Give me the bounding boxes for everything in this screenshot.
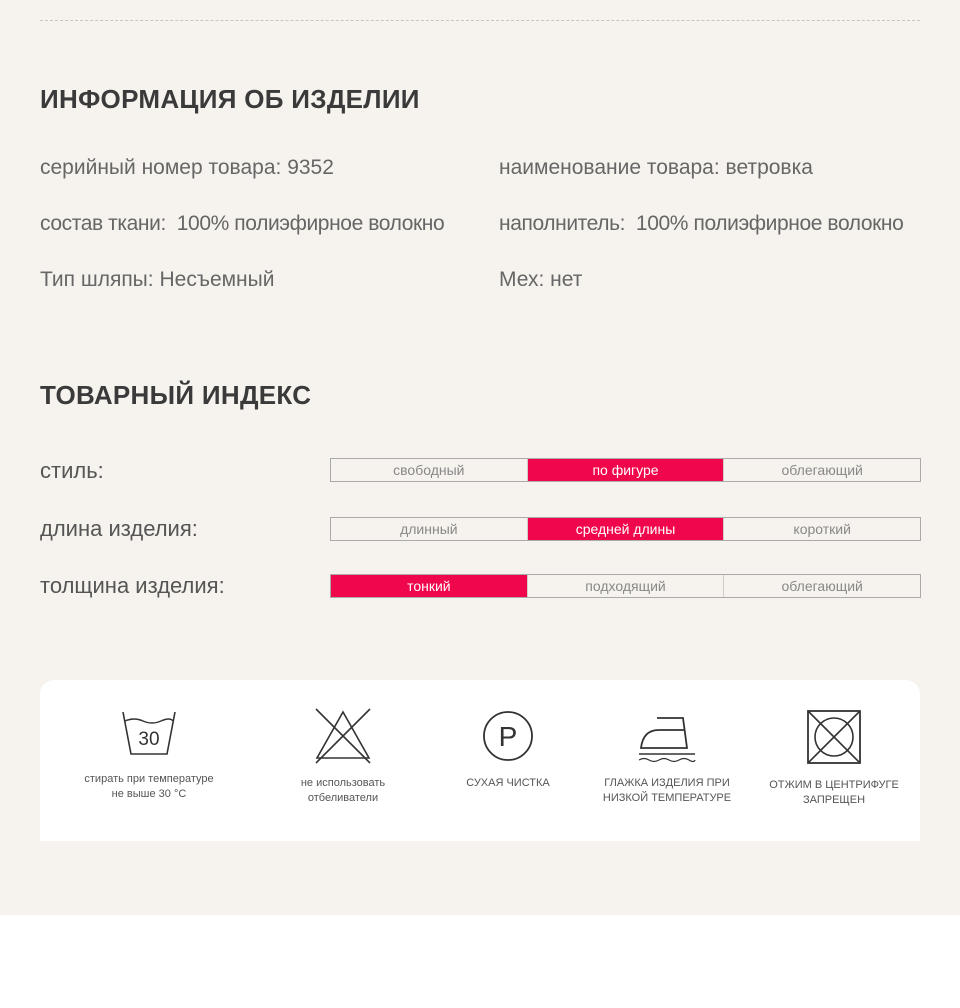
care-dryclean [420,708,596,791]
care-bleach-text: не использовать отбеливатели [300,777,386,804]
wash-30-icon [119,708,179,760]
info-filling: наполнитель: 100% полиэфирное волокно [499,212,904,235]
length-option: средней длины [527,518,724,540]
style-option: облегающий [723,459,920,481]
dry-clean-p-icon [480,708,536,764]
thickness-label: толщина изделия: [40,573,225,598]
thickness-scale [330,574,921,598]
care-instructions [40,680,920,841]
style-option: свободный [393,462,465,478]
iron-low-icon [635,708,699,764]
care-iron-text: ГЛАЖКА ИЗДЕЛИЯ ПРИ НИЗКОЙ ТЕМПЕРАТУРЕ [602,777,732,804]
thickness-option: облегающий [723,575,920,597]
thickness-option: тонкий [331,575,527,597]
care-iron [579,708,755,806]
care-wash [61,708,237,802]
svg-text:30: 30 [138,729,160,750]
info-serial-number: серийный номер товара: 9352 [40,156,334,179]
info-hood-type: Тип шляпы: Несъемный [40,268,275,291]
care-bleach [255,708,431,806]
product-info-heading: ИНФОРМАЦИЯ ОБ ИЗДЕЛИИ [40,84,420,114]
no-bleach-icon [313,708,373,764]
style-scale [330,458,921,482]
length-option: короткий [723,518,920,540]
thickness-option: подходящий [527,575,724,597]
length-option: длинный [400,521,458,537]
length-scale [330,517,921,541]
info-fabric: состав ткани: 100% полиэфирное волокно [40,212,445,235]
info-fur: Мех: нет [499,268,583,291]
care-spin [746,708,922,808]
length-label: длина изделия: [40,516,198,541]
care-dryclean-text: СУХАЯ ЧИСТКА [466,777,550,789]
top-divider [40,20,920,21]
info-product-name: наименование товара: ветровка [499,156,813,179]
style-label: стиль: [40,458,104,483]
style-option: по фигуре [527,459,724,481]
svg-text:P: P [498,721,518,752]
care-wash-text: стирать при температуре не выше 30 °С [84,773,214,800]
care-spin-text: ОТЖИМ В ЦЕНТРИФУГЕ ЗАПРЕЩЕН [769,779,899,806]
no-tumble-dry-icon [805,708,863,766]
product-index-heading: ТОВАРНЫЙ ИНДЕКС [40,380,312,410]
